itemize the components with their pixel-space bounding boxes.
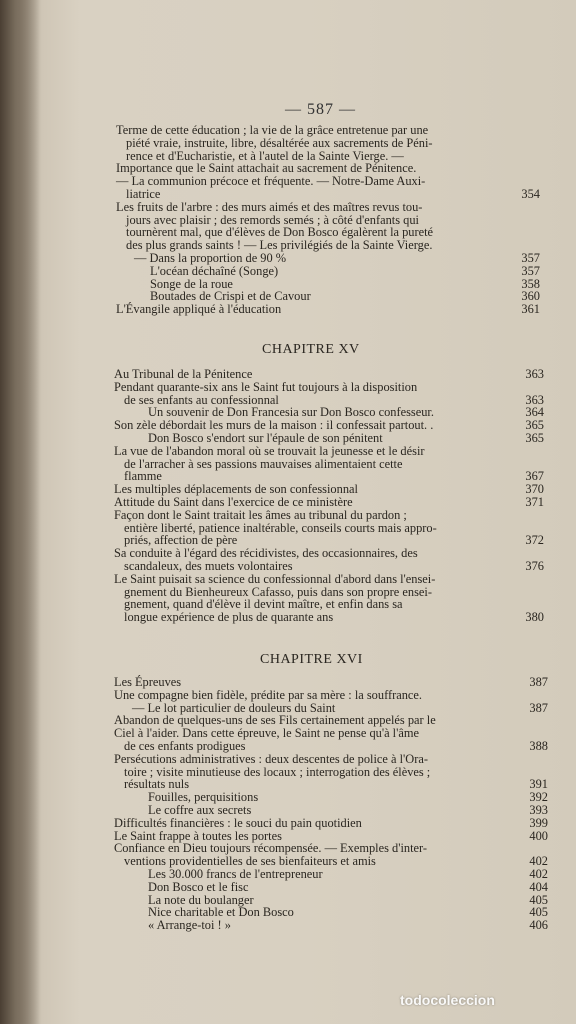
toc-entry-text: de ces enfants prodigues [124, 738, 246, 753]
toc-page-number: 402 [529, 866, 548, 881]
toc-page-number: 392 [529, 790, 548, 805]
toc-entry-text: Abandon de quelques-uns de ses Fils certainement appelés par le [114, 713, 436, 728]
toc-entry [116, 201, 540, 214]
toc-entry-text: longue expérience de plus de quarante ans [124, 610, 334, 625]
toc-entry-text: des plus grands saints ! — Les privilégiés de la Sainte Vierge. [126, 238, 433, 253]
toc-entry-text: Difficultés financières : le souci du pain quotidien [114, 815, 362, 830]
toc-entry [114, 445, 544, 458]
toc-page-number: 387 [529, 675, 548, 689]
chapter-16-title: CHAPITRE XVI [260, 652, 363, 667]
toc-entry [114, 868, 548, 881]
toc-entry-text: gnement du Bienheureux Cafasso, puis dans son propre ensei- [124, 584, 432, 599]
toc-page-number: 391 [529, 777, 548, 792]
toc-entry-text: Ciel à l'aider. Dans cette épreuve, le Saint ne pense qu'à l'âme [114, 726, 419, 741]
toc-entry-text: Une compagne bien fidèle, prédite par sa mère : la souffrance. [114, 687, 423, 702]
toc-entry-text: Le Saint frappe à toutes les portes [114, 828, 282, 843]
toc-entry-text: Terme de cette éducation ; la vie de la grâce entretenue par une [116, 123, 429, 137]
toc-entry-text: liatrice [126, 186, 161, 201]
toc-page-number: 365 [525, 418, 544, 433]
toc-page-number: 370 [525, 482, 544, 497]
toc-entry-text: Le Saint puisait sa science du confessionnal d'abord dans l'ensei- [114, 571, 436, 586]
toc-entry-text: Don Bosco s'endort sur l'épaule de son pénitent [148, 430, 383, 445]
toc-page-number: 406 [529, 918, 548, 933]
toc-entry [114, 753, 548, 766]
toc-section-chapter-16 [114, 676, 548, 932]
toc-entry [114, 381, 544, 394]
toc-entry [116, 175, 540, 188]
toc-entry-text: flamme [124, 469, 162, 484]
watermark-text: todocoleccion [400, 992, 495, 1008]
toc-entry [116, 252, 540, 265]
toc-page-number: 376 [525, 558, 544, 573]
toc-entry [116, 303, 540, 316]
toc-page-number: 372 [525, 533, 544, 548]
toc-page-number: 404 [529, 879, 548, 894]
toc-entry-text: gnement, quand d'élève il devint maître, et enfin dans sa [124, 597, 403, 612]
toc-entry-text: Confiance en Dieu toujours récompensée. — Exemples d'inter- [114, 841, 428, 856]
toc-section-chapter-14-end [116, 124, 540, 316]
toc-page-number: 367 [525, 469, 544, 484]
toc-entry-text: scandaleux, des muets volontaires [124, 558, 293, 573]
toc-page-number: 371 [525, 494, 544, 509]
toc-page-number: 365 [525, 430, 544, 445]
toc-entry [114, 573, 544, 586]
toc-entry-text: Songe de la roue [150, 276, 233, 291]
toc-entry [114, 509, 544, 522]
toc-page-number: 399 [529, 815, 548, 830]
toc-page-number: 357 [521, 250, 540, 265]
toc-page-number: 354 [521, 186, 540, 201]
toc-entry [114, 881, 548, 894]
toc-entry-text: entière liberté, patience inaltérable, conseils courts mais appro- [124, 520, 437, 535]
toc-page-number: 405 [529, 905, 548, 920]
toc-entry [116, 265, 540, 278]
toc-page-number: 357 [521, 263, 540, 278]
toc-entry-text: « Arrange-toi ! » [148, 918, 231, 933]
toc-entry-text: ventions providentielles de ses bienfaiteurs et amis [124, 854, 376, 869]
toc-entry-text: Don Bosco et le fisc [148, 879, 249, 894]
toc-entry-text: Persécutions administratives : deux descentes de police à l'Ora- [114, 751, 428, 766]
toc-entry-text: de l'arracher à ses passions mauvaises alimentaient cette [124, 456, 403, 471]
toc-entry-text: Les multiples déplacements de son confessionnal [114, 482, 358, 497]
toc-page-number: 358 [521, 276, 540, 291]
chapter-15-title: CHAPITRE XV [262, 342, 360, 357]
toc-page-number: 400 [529, 828, 548, 843]
toc-page-number: 360 [521, 289, 540, 304]
toc-entry-text: Le coffre aux secrets [148, 802, 252, 817]
toc-entry-text: Au Tribunal de la Pénitence [114, 367, 253, 381]
toc-entry-text: Pendant quarante-six ans le Saint fut toujours à la disposition [114, 379, 418, 394]
toc-page-number: 364 [525, 405, 544, 420]
toc-entry-text: Importance que le Saint attachait au sacrement de Pénitence. [116, 161, 417, 176]
toc-entry-text: Sa conduite à l'égard des récidivistes, des occasionnaires, des [114, 546, 418, 561]
toc-entry [114, 458, 544, 471]
toc-entry-text: Nice charitable et Don Bosco [148, 905, 294, 920]
page-number: — 587 — [285, 101, 356, 118]
toc-entry-text: La note du boulanger [148, 892, 254, 907]
toc-entry-text: — La communion précoce et fréquente. — Notre-Dame Auxi- [116, 174, 426, 189]
toc-entry-text: Les fruits de l'arbre : des murs aimés et des maîtres revus tou- [116, 199, 423, 214]
toc-entry [114, 919, 548, 932]
toc-entry-text: piété vraie, instruite, libre, désaltérée aux sacrements de Péni- [126, 135, 433, 150]
toc-entry-text: tournèrent mal, que d'élèves de Don Bosco égalèrent la pureté [126, 225, 434, 240]
toc-entry [114, 611, 544, 624]
toc-entry-text: priés, affection de père [124, 533, 238, 548]
toc-page-number: 388 [529, 738, 548, 753]
toc-entry-text: Fouilles, perquisitions [148, 790, 259, 805]
toc-page-number: 361 [521, 302, 540, 317]
toc-entry-text: résultats nuls [124, 777, 190, 792]
toc-entry-text: — Dans la proportion de 90 % [134, 250, 287, 265]
toc-entry-text: L'océan déchaîné (Songe) [150, 263, 279, 278]
toc-entry-text: — Le lot particulier de douleurs du Saint [132, 700, 336, 715]
toc-entry-text: La vue de l'abandon moral où se trouvait la jeunesse et le désir [114, 443, 425, 458]
toc-entry-text: Boutades de Crispi et de Cavour [150, 289, 311, 304]
toc-entry-text: jours avec plaisir ; des remords semés ; à côté d'enfants qui [126, 212, 419, 227]
toc-page-number: 393 [529, 802, 548, 817]
toc-entry-text: Un souvenir de Don Francesia sur Don Bosco confesseur. [148, 405, 434, 420]
toc-entry-text: de ses enfants au confessionnal [124, 392, 279, 407]
toc-entry [116, 124, 540, 137]
toc-page-number: 380 [525, 610, 544, 625]
toc-page-number: 405 [529, 892, 548, 907]
toc-entry-text: Les Épreuves [114, 675, 182, 689]
toc-entry-text: Les 30.000 francs de l'entrepreneur [148, 866, 323, 881]
book-gutter [0, 0, 40, 1024]
toc-entry-text: toire ; visite minutieuse des locaux ; interrogation des élèves ; [124, 764, 431, 779]
toc-page-number: 387 [529, 700, 548, 715]
toc-page-number: 402 [529, 854, 548, 869]
toc-entry-text: rence et d'Eucharistie, et à l'autel de la Sainte Vierge. — [126, 148, 404, 163]
toc-entry-text: L'Évangile appliqué à l'éducation [116, 302, 282, 317]
toc-entry-text: Attitude du Saint dans l'exercice de ce ministère [114, 494, 353, 509]
toc-entry-text: Son zèle débordait les murs de la maison : il confessait partout. . [114, 418, 434, 433]
toc-entry [114, 689, 548, 702]
toc-entry-text: Façon dont le Saint traitait les âmes au tribunal du pardon ; [114, 507, 407, 522]
toc-section-chapter-15 [114, 368, 544, 624]
toc-page-number: 363 [525, 367, 544, 381]
toc-entry [116, 137, 540, 150]
toc-page-number: 363 [525, 392, 544, 407]
